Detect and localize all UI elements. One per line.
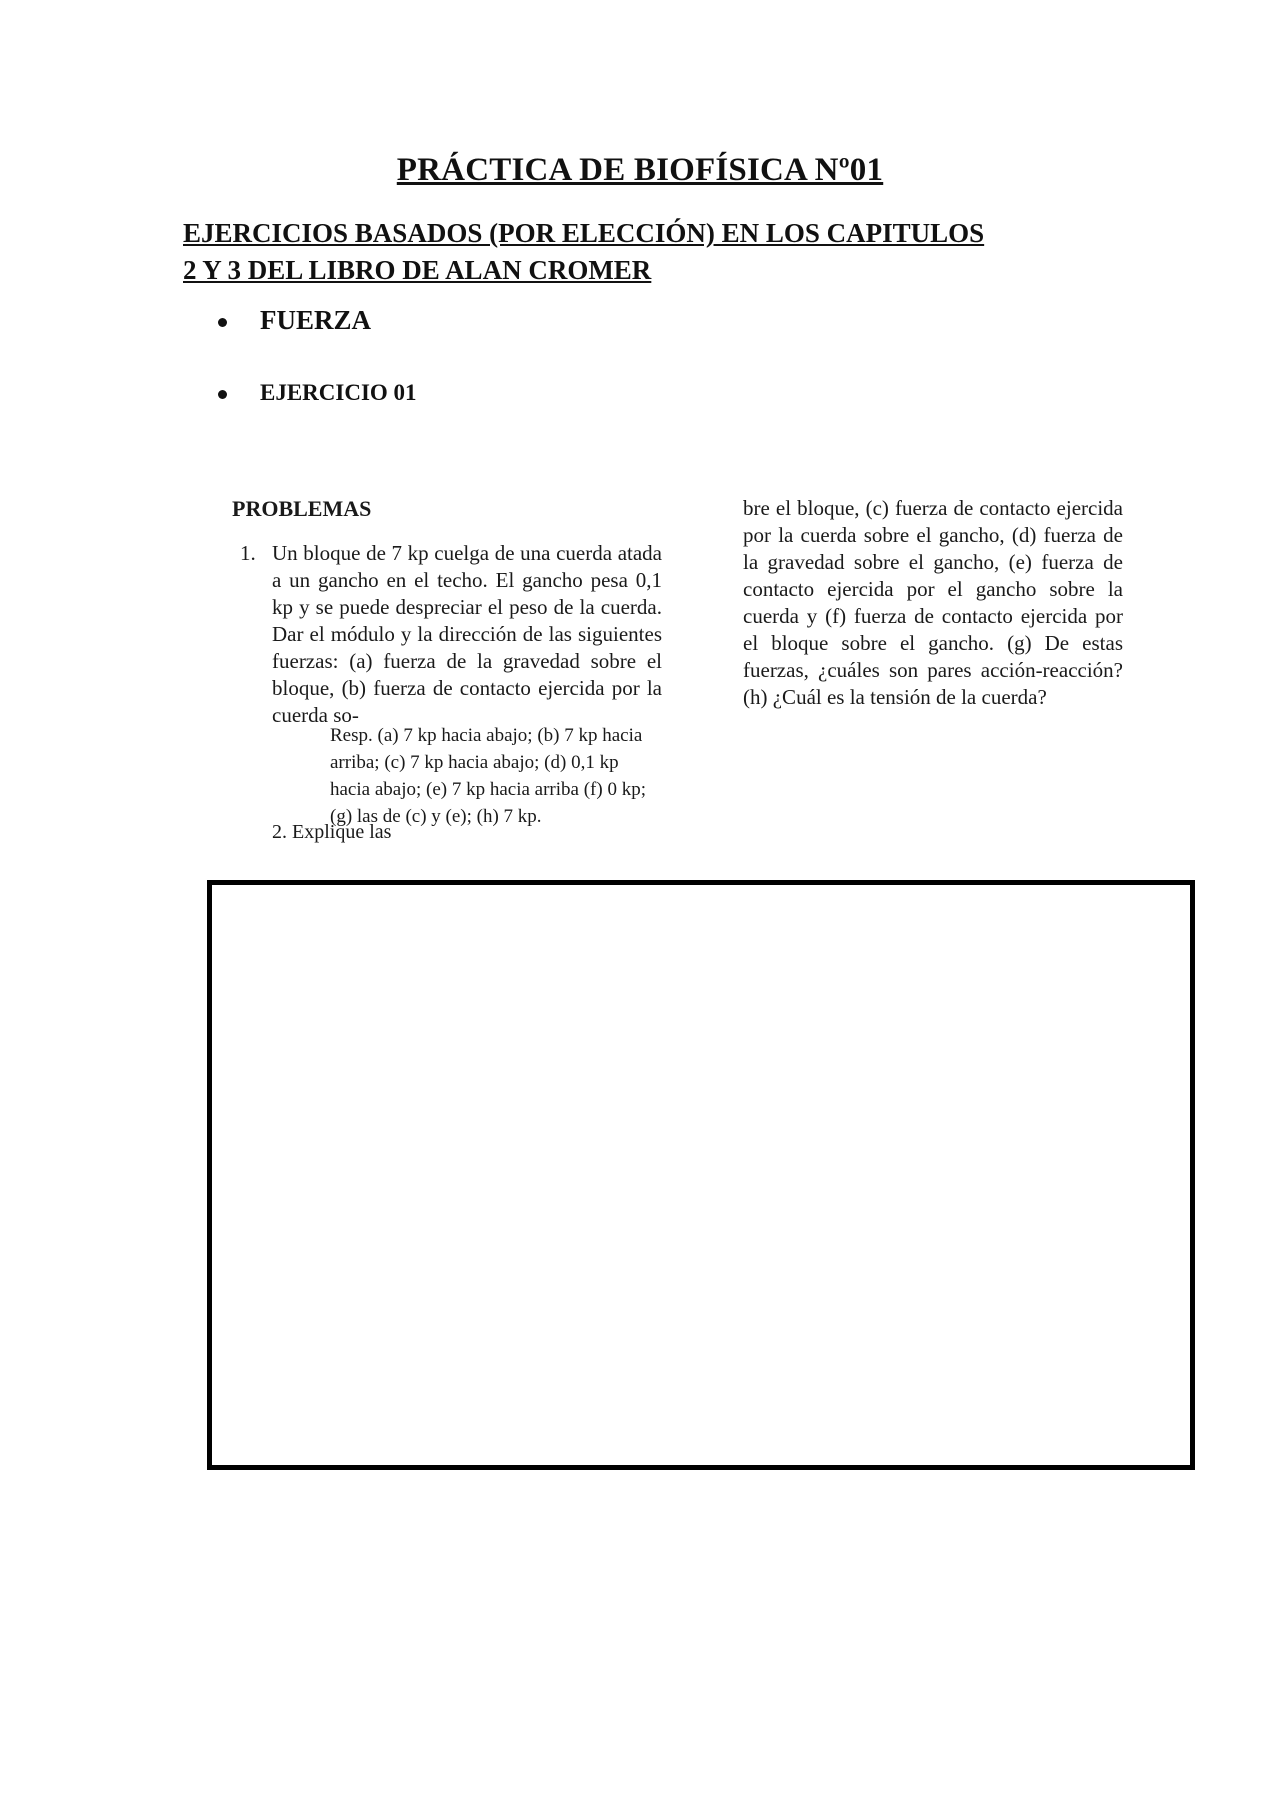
cut-next-text: 2. Explique las <box>272 821 392 843</box>
problem-scan-left <box>232 495 662 843</box>
problem-scan-right: bre el bloque, (c) fuerza de contacto ejercida por la cuerda sobre el gancho, (d) fuerza de la gravedad sobre el gancho, (e) fuerza de contacto ejercida por el gancho sobre la cuerda y (f) fuerza de contacto ejercida por el bloque sobre el gancho. (g) De estas fuerzas, ¿cuáles son pares acción-reacción? (h) ¿Cuál es la tensión de la cuerda? <box>743 496 1123 709</box>
answer-box[interactable] <box>207 880 1195 1470</box>
bullet-dot-icon <box>218 318 227 327</box>
subtitle-line-1: EJERCICIOS BASADOS (POR ELECCIÓN) EN LOS CAPITULOS <box>183 218 985 248</box>
bullet-label: EJERCICIO 01 <box>260 380 417 405</box>
problem-text <box>232 540 662 727</box>
bullet-dot-icon <box>218 390 227 399</box>
subtitle <box>183 215 1103 289</box>
problem-answer: Resp. (a) 7 kp hacia abajo; (b) 7 kp hacia arriba; (c) 7 kp hacia abajo; (d) 0,1 kp hacia abajo; (e) 7 kp hacia arriba (f) 0 kp; (g) las de (c) y (e); (h) 7 kp. <box>330 725 646 827</box>
bullet-label: FUERZA <box>260 305 372 335</box>
problem-number: 1. <box>240 541 256 565</box>
page-title: PRÁCTICA DE BIOFÍSICA Nº01 <box>396 152 884 188</box>
problems-heading: PROBLEMAS <box>232 496 372 521</box>
subtitle-line-2: 2 Y 3 DEL LIBRO DE ALAN CROMER <box>183 255 652 285</box>
problem-body: Un bloque de 7 kp cuelga de una cuerda atada a un gancho en el techo. El gancho pesa 0,1 kp y se puede despreciar el peso de la cuerda. Dar el módulo y la dirección de las siguientes fuerzas: (a) fuerza de la gravedad sobre el bloque, (b) fuerza de contacto ejercida por la cuerda so- <box>272 541 662 727</box>
